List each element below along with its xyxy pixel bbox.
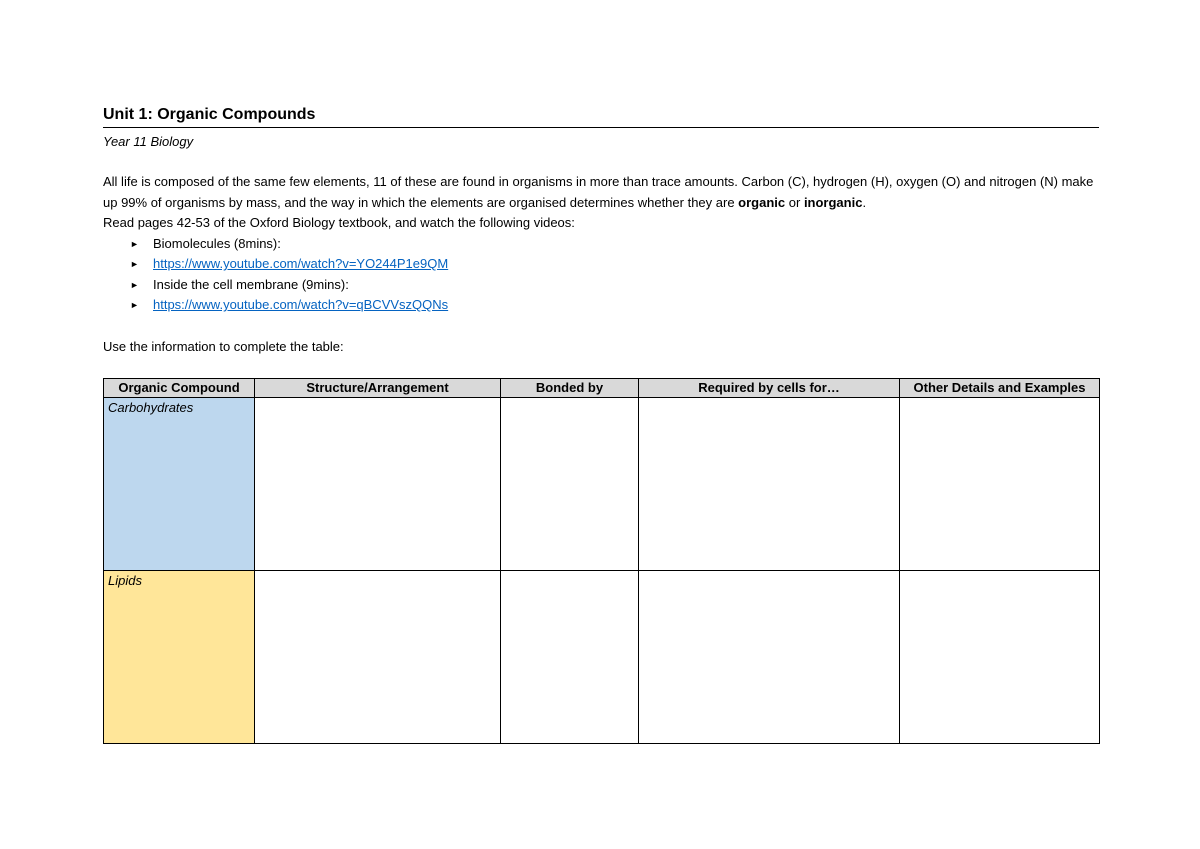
column-header-compound: Organic Compound: [104, 379, 255, 398]
intro-period: .: [862, 194, 867, 210]
video-link[interactable]: https://www.youtube.com/watch?v=qBCVVszQQNs: [153, 297, 449, 312]
page-subtitle: Year 11 Biology: [103, 134, 194, 149]
answer-cell-bonded-by[interactable]: [501, 571, 639, 744]
list-item: [103, 275, 1099, 296]
answer-cell-structure[interactable]: [255, 571, 501, 744]
table-row: [104, 398, 1100, 571]
answer-cell-required-for[interactable]: [639, 571, 900, 744]
list-item: [103, 234, 1099, 255]
video-list: [103, 234, 1099, 316]
intro-text: All life is composed of the same few elements, 11 of these are found in organisms in more than trace amounts. Carbon (C), hydrogen (H), oxygen (O) and nitrogen (N) make up 99% of organisms by mass, and the way in which the elements are organised determines whether they are: [103, 174, 1094, 210]
table-header-row: [104, 379, 1100, 398]
video-title: Biomolecules (8mins):: [153, 235, 281, 251]
intro-or: or: [785, 194, 804, 210]
list-item: [103, 254, 1099, 275]
answer-cell-other-details[interactable]: [900, 398, 1100, 571]
term-inorganic: inorganic: [803, 194, 863, 210]
term-organic: organic: [738, 194, 786, 210]
video-link[interactable]: https://www.youtube.com/watch?v=YO244P1e9QM: [153, 256, 449, 271]
answer-cell-other-details[interactable]: [900, 571, 1100, 744]
bullet-arrow-icon: ►: [130, 259, 139, 269]
column-header-other-details: Other Details and Examples: [900, 379, 1100, 398]
answer-cell-structure[interactable]: [255, 398, 501, 571]
column-header-structure: Structure/Arrangement: [255, 379, 501, 398]
answer-cell-required-for[interactable]: [639, 398, 900, 571]
table-row: [104, 571, 1100, 744]
organic-compounds-table: [103, 378, 1100, 744]
document-page: [103, 104, 1099, 357]
bullet-arrow-icon: ►: [130, 238, 139, 249]
reading-instruction: Read pages 42-53 of the Oxford Biology textbook, and watch the following videos:: [103, 215, 575, 230]
table-instruction: Use the information to complete the table:: [103, 338, 344, 354]
bullet-arrow-icon: ►: [130, 279, 139, 290]
video-title: Inside the cell membrane (9mins):: [153, 276, 349, 292]
list-item: [103, 295, 1099, 316]
row-label-carbohydrates: Carbohydrates: [104, 398, 255, 571]
column-header-bonded-by: Bonded by: [501, 379, 639, 398]
intro-paragraph: [103, 172, 1099, 234]
column-header-required-for: Required by cells for…: [639, 379, 900, 398]
answer-cell-bonded-by[interactable]: [501, 398, 639, 571]
row-label-lipids: Lipids: [104, 571, 255, 744]
page-title: Unit 1: Organic Compounds: [103, 104, 1099, 128]
bullet-arrow-icon: ►: [130, 300, 139, 310]
